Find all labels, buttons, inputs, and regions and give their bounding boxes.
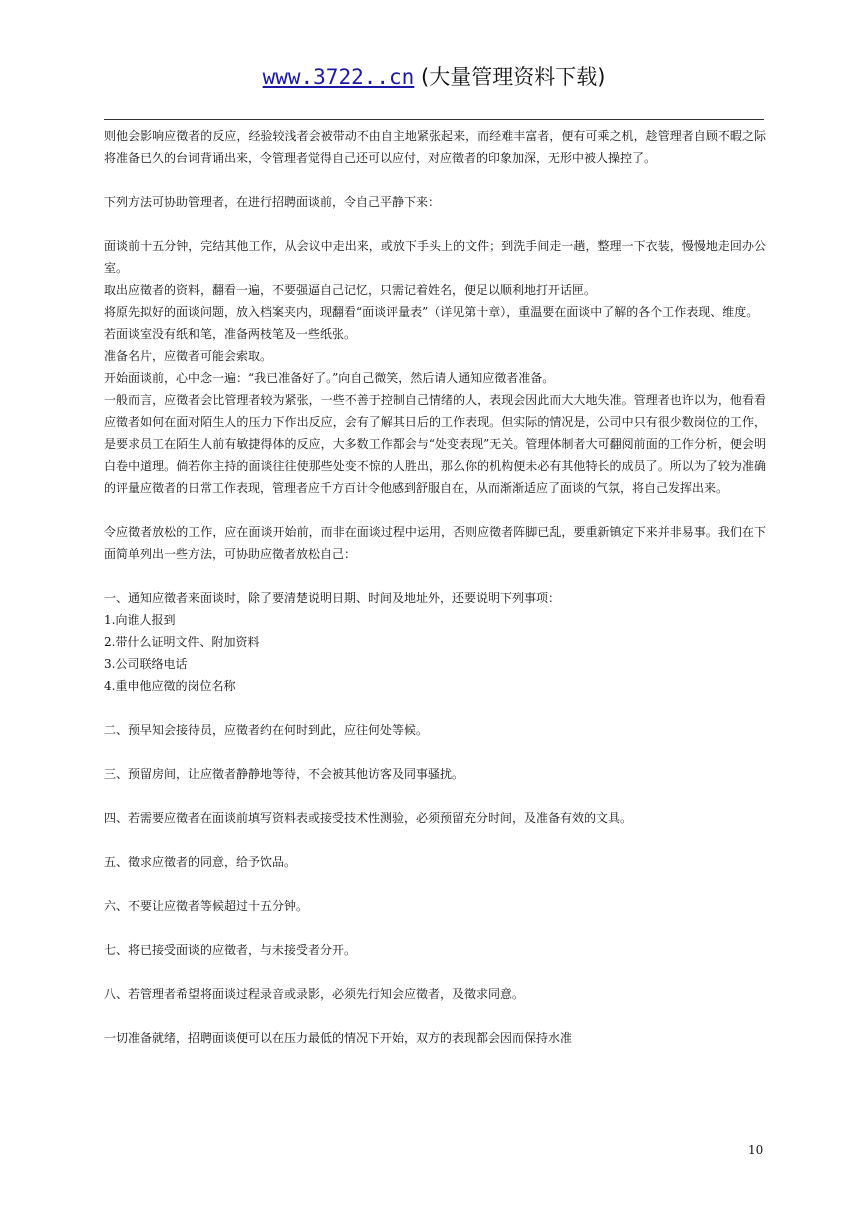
site-link[interactable]: www.3722..cn [262, 65, 415, 89]
paragraph: 面谈前十五分钟，完结其他工作，从会议中走出来，或放下手头上的文件；到洗手间走一趟，整理一下衣装，慢慢地走回办公室。 [104, 239, 766, 275]
paragraph-spacer [104, 169, 766, 191]
paragraph-spacer [104, 873, 766, 895]
paragraph: 四、若需要应徵者在面谈前填写资料表或接受技术性测验，必须预留充分时间，及准备有效的文具。 [104, 811, 633, 825]
paragraph: 1.向谁人报到 [104, 613, 176, 627]
paragraph: 若面谈室没有纸和笔，准备两枝笔及一些纸张。 [104, 327, 357, 341]
paragraph: 开始面谈前，心中念一遍：“我已准备好了。”向自己微笑，然后请人通知应徵者准备。 [104, 371, 555, 385]
paragraph: 4.重申他应徵的岗位名称 [104, 679, 236, 693]
paragraph: 六、不要让应徵者等候超过十五分钟。 [104, 899, 309, 913]
paragraph-spacer [104, 499, 766, 521]
paragraph: 下列方法可协助管理者，在进行招聘面谈前，令自己平静下来： [104, 195, 441, 209]
page-header [0, 62, 868, 92]
paragraph: 八、若管理者希望将面谈过程录音或录影，必须先行知会应徵者，及徵求同意。 [104, 987, 525, 1001]
paragraph: 一般而言，应徵者会比管理者较为紧张，一些不善于控制自己情绪的人，表现会因此而大大地失准。管理者也许以为，他看看应徵者如何在面对陌生人的压力下作出反应，会有了解其日后的工作表现。但实际的情况是，公司中只有很少数岗位的工作，是要求员工在陌生人前有敏捷得体的反应，大多数工作都会与“处变表现”无关。管理体制者大可翻阅前面的工作分析，便会明白卷中道理。倘若你主持的面谈往往使那些处变不惊的人胜出，那么你的机构便未必有其他特长的成员了。所以为了较为准确的评量应徵者的日常工作表现，管理者应千方百计令他感到舒服自在，从而渐渐适应了面谈的气氛，将自己发挥出来。 [104, 393, 766, 495]
paragraph-spacer [104, 829, 766, 851]
paragraph-spacer [104, 1005, 766, 1027]
paragraph: 3.公司联络电话 [104, 657, 188, 671]
paragraph: 取出应徵者的资料，翻看一遍，不要强逼自己记忆，只需记着姓名，便足以顺利地打开话匣。 [104, 283, 597, 297]
paragraph: 2.带什么证明文件、附加资料 [104, 635, 260, 649]
paragraph: 五、徵求应徵者的同意，给予饮品。 [104, 855, 297, 869]
paragraph: 将原先拟好的面谈问题，放入档案夹内，现翻看“面谈评量表”（详见第十章），重温要在面谈中了解的各个工作表现、维度。 [104, 305, 759, 319]
paragraph-spacer [104, 785, 766, 807]
paragraph-spacer [104, 697, 766, 719]
page-number: 10 [748, 1143, 764, 1157]
paragraph: 三、预留房间，让应徵者静静地等待，不会被其他访客及同事骚扰。 [104, 767, 465, 781]
paragraph-spacer [104, 917, 766, 939]
paragraph: 则他会影响应徵者的反应，经验较浅者会被带动不由自主地紧张起来，而经难丰富者，便有可乘之机，趁管理者自顾不暇之际将准备已久的台词背诵出来，令管理者觉得自己还可以应付，对应徵者的印象加深，无形中被人操控了。 [104, 129, 766, 165]
paragraph: 准备名片，应徵者可能会索取。 [104, 349, 273, 363]
paragraph: 一、通知应徵者来面谈时，除了要清楚说明日期、时间及地址外，还要说明下列事项： [104, 591, 561, 605]
document-body [104, 125, 766, 1049]
header-suffix: (大量管理资料下载) [421, 65, 606, 89]
paragraph-spacer [104, 961, 766, 983]
paragraph-spacer [104, 565, 766, 587]
header-rule [104, 119, 764, 120]
paragraph-spacer [104, 213, 766, 235]
paragraph-spacer [104, 741, 766, 763]
paragraph: 令应徵者放松的工作，应在面谈开始前，而非在面谈过程中运用，否则应徵者阵脚已乱，要重新镇定下来并非易事。我们在下面简单列出一些方法，可协助应徵者放松自己： [104, 525, 766, 561]
paragraph: 一切准备就绪，招聘面谈便可以在压力最低的情况下开始，双方的表现都会因而保持水准 [104, 1031, 573, 1045]
paragraph: 二、预早知会接待员，应徵者约在何时到此，应往何处等候。 [104, 723, 429, 737]
paragraph: 七、将已接受面谈的应徵者，与未接受者分开。 [104, 943, 357, 957]
